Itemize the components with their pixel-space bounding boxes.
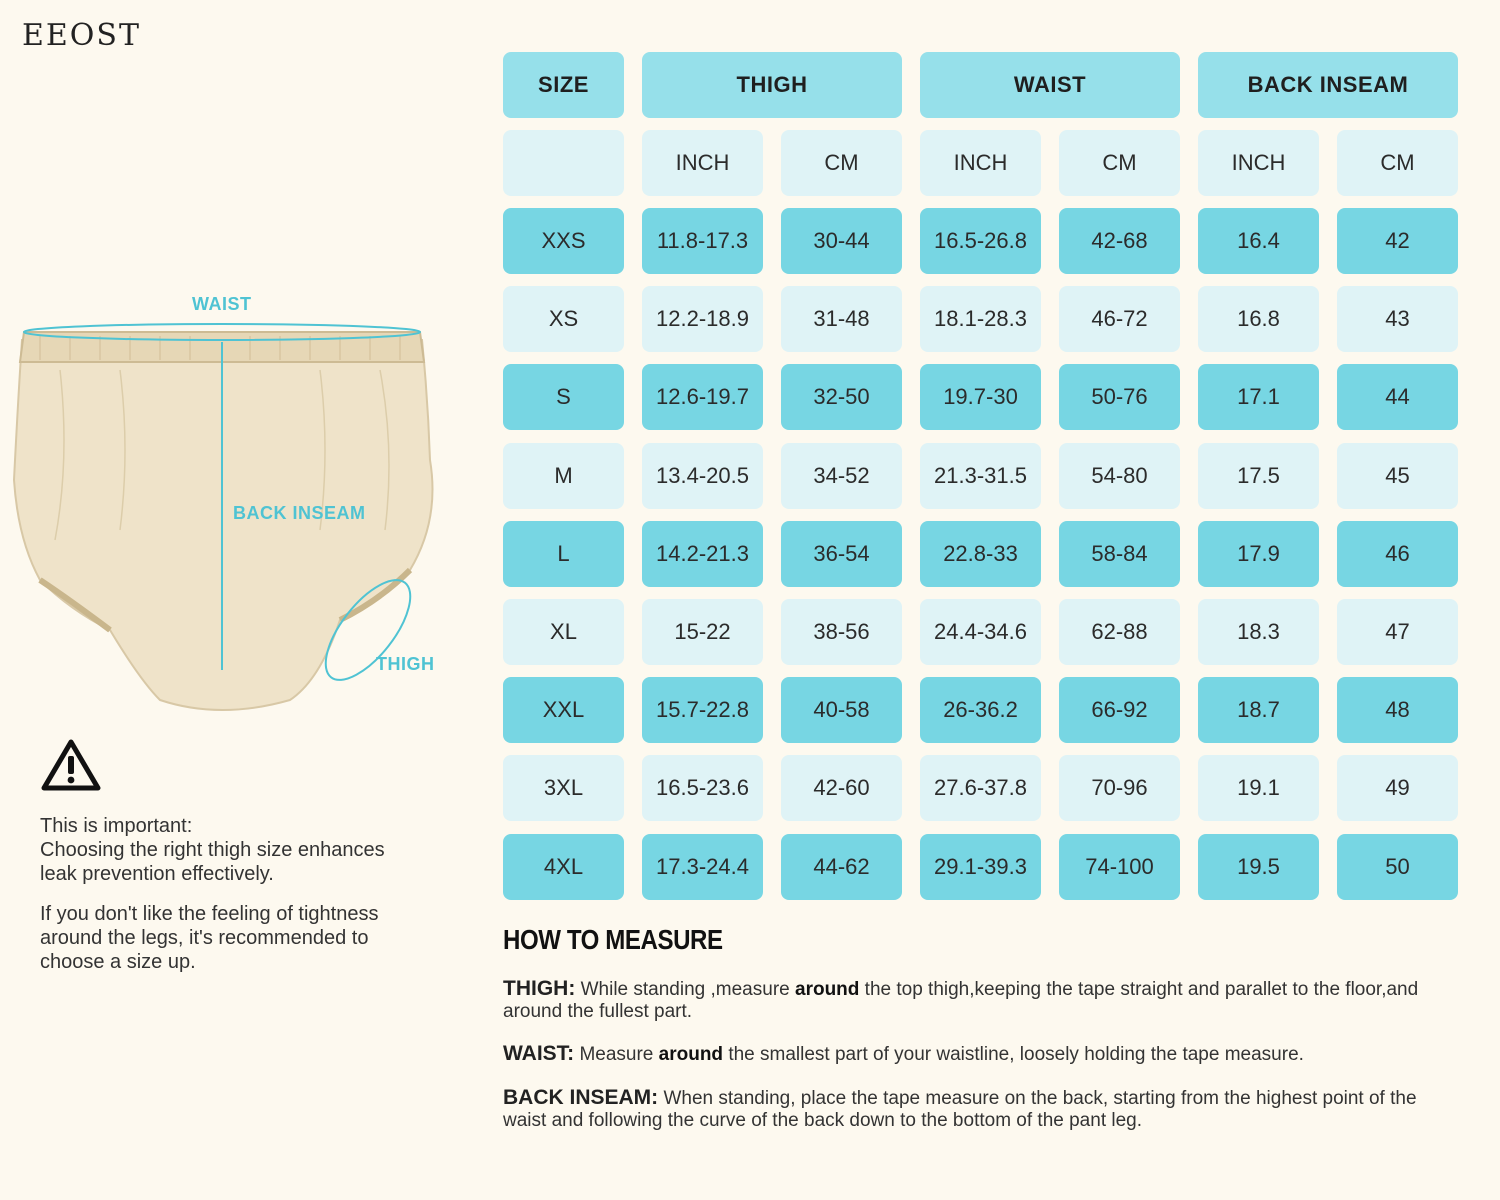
measure-cell: 66-92 bbox=[1059, 677, 1180, 743]
measure-cell: 19.1 bbox=[1198, 755, 1319, 821]
size-cell: M bbox=[503, 443, 624, 509]
tip-line: around the legs, it's recommended to bbox=[40, 927, 369, 949]
header-waist: WAIST bbox=[920, 52, 1180, 118]
measure-cell: 62-88 bbox=[1059, 599, 1180, 665]
measure-cell: 29.1-39.3 bbox=[920, 834, 1041, 900]
measure-cell: 12.2-18.9 bbox=[642, 286, 763, 352]
briefs-body bbox=[14, 340, 433, 710]
measure-cell: 27.6-37.8 bbox=[920, 755, 1041, 821]
measure-cell: 70-96 bbox=[1059, 755, 1180, 821]
measure-cell: 24.4-34.6 bbox=[920, 599, 1041, 665]
measure-cell: 40-58 bbox=[781, 677, 902, 743]
measure-cell: 18.3 bbox=[1198, 599, 1319, 665]
measure-cell: 13.4-20.5 bbox=[642, 443, 763, 509]
inseam-label: BACK INSEAM bbox=[233, 503, 366, 523]
unit-blank-cell bbox=[503, 130, 624, 196]
measure-cell: 44-62 bbox=[781, 834, 902, 900]
measure-cell: 19.5 bbox=[1198, 834, 1319, 900]
measure-cell: 32-50 bbox=[781, 364, 902, 430]
unit-cell: INCH bbox=[1198, 130, 1319, 196]
measure-cell: 30-44 bbox=[781, 208, 902, 274]
tip-line: If you don't like the feeling of tightness bbox=[40, 903, 379, 925]
waist-text-pre: Measure bbox=[574, 1044, 659, 1065]
measure-cell: 12.6-19.7 bbox=[642, 364, 763, 430]
size-cell: XXS bbox=[503, 208, 624, 274]
note-line: leak prevention effectively. bbox=[40, 863, 274, 885]
tip-line: choose a size up. bbox=[40, 951, 196, 973]
inseam-instructions bbox=[503, 1087, 1463, 1132]
size-cell: L bbox=[503, 521, 624, 587]
measure-cell: 38-56 bbox=[781, 599, 902, 665]
waist-text-bold: around bbox=[658, 1044, 724, 1065]
header-size: SIZE bbox=[503, 52, 624, 118]
thigh-label: THIGH bbox=[376, 654, 435, 674]
size-cell: 3XL bbox=[503, 755, 624, 821]
measure-cell: 49 bbox=[1337, 755, 1458, 821]
measure-cell: 17.1 bbox=[1198, 364, 1319, 430]
measure-cell: 42-60 bbox=[781, 755, 902, 821]
measure-cell: 16.5-23.6 bbox=[642, 755, 763, 821]
measure-cell: 16.5-26.8 bbox=[920, 208, 1041, 274]
thigh-text-post: the top thigh,keeping the tape straight and parallet to the floor,and around the fullest part. bbox=[503, 979, 1419, 1022]
measure-cell: 44 bbox=[1337, 364, 1458, 430]
waist-label: WAIST bbox=[192, 294, 252, 314]
inseam-text: When standing, place the tape measure on the back, starting from the highest point of the waist and following the curve of the back down to the bottom of the pant leg. bbox=[503, 1088, 1417, 1131]
measure-cell: 50-76 bbox=[1059, 364, 1180, 430]
measure-cell: 36-54 bbox=[781, 521, 902, 587]
measure-cell: 43 bbox=[1337, 286, 1458, 352]
thigh-text-bold: around bbox=[795, 979, 860, 1000]
header-back-inseam: BACK INSEAM bbox=[1198, 52, 1458, 118]
measure-cell: 18.1-28.3 bbox=[920, 286, 1041, 352]
measure-cell: 46-72 bbox=[1059, 286, 1180, 352]
unit-cell: CM bbox=[781, 130, 902, 196]
measure-cell: 42-68 bbox=[1059, 208, 1180, 274]
header-thigh: THIGH bbox=[642, 52, 902, 118]
measure-cell: 21.3-31.5 bbox=[920, 443, 1041, 509]
thigh-instructions bbox=[503, 978, 1463, 1023]
measure-cell: 46 bbox=[1337, 521, 1458, 587]
measure-cell: 15-22 bbox=[642, 599, 763, 665]
waist-text-post: the smallest part of your waistline, loosely holding the tape measure. bbox=[723, 1044, 1304, 1065]
measure-cell: 58-84 bbox=[1059, 521, 1180, 587]
fit-tip bbox=[40, 902, 420, 974]
brand-logo: EEOST bbox=[22, 18, 141, 53]
measure-cell: 18.7 bbox=[1198, 677, 1319, 743]
unit-cell: INCH bbox=[920, 130, 1041, 196]
measure-cell: 17.9 bbox=[1198, 521, 1319, 587]
thigh-text-pre: While standing ,measure bbox=[575, 979, 795, 1000]
measure-cell: 19.7-30 bbox=[920, 364, 1041, 430]
product-illustration bbox=[0, 280, 460, 720]
note-line: This is important: bbox=[40, 815, 193, 837]
how-to-measure-title: HOW TO MEASURE bbox=[503, 924, 723, 955]
measure-cell: 15.7-22.8 bbox=[642, 677, 763, 743]
size-cell: XXL bbox=[503, 677, 624, 743]
measure-cell: 14.2-21.3 bbox=[642, 521, 763, 587]
unit-cell: INCH bbox=[642, 130, 763, 196]
warning-triangle-icon bbox=[40, 738, 102, 794]
measure-cell: 42 bbox=[1337, 208, 1458, 274]
measure-cell: 11.8-17.3 bbox=[642, 208, 763, 274]
size-cell: XS bbox=[503, 286, 624, 352]
measure-cell: 45 bbox=[1337, 443, 1458, 509]
waist-key: WAIST: bbox=[503, 1042, 575, 1065]
size-cell: XL bbox=[503, 599, 624, 665]
measure-cell: 17.5 bbox=[1198, 443, 1319, 509]
size-cell: 4XL bbox=[503, 834, 624, 900]
measure-cell: 48 bbox=[1337, 677, 1458, 743]
measure-cell: 34-52 bbox=[781, 443, 902, 509]
thigh-key: THIGH: bbox=[503, 977, 576, 1000]
waist-instructions bbox=[503, 1043, 1463, 1066]
measure-cell: 16.8 bbox=[1198, 286, 1319, 352]
measure-cell: 16.4 bbox=[1198, 208, 1319, 274]
size-cell: S bbox=[503, 364, 624, 430]
measure-cell: 31-48 bbox=[781, 286, 902, 352]
measure-cell: 26-36.2 bbox=[920, 677, 1041, 743]
measure-cell: 17.3-24.4 bbox=[642, 834, 763, 900]
measure-cell: 50 bbox=[1337, 834, 1458, 900]
measure-cell: 22.8-33 bbox=[920, 521, 1041, 587]
measure-cell: 54-80 bbox=[1059, 443, 1180, 509]
note-line: Choosing the right thigh size enhances bbox=[40, 839, 385, 861]
inseam-key: BACK INSEAM: bbox=[503, 1086, 659, 1109]
unit-cell: CM bbox=[1337, 130, 1458, 196]
unit-cell: CM bbox=[1059, 130, 1180, 196]
measure-cell: 74-100 bbox=[1059, 834, 1180, 900]
measure-cell: 47 bbox=[1337, 599, 1458, 665]
important-note bbox=[40, 814, 420, 886]
